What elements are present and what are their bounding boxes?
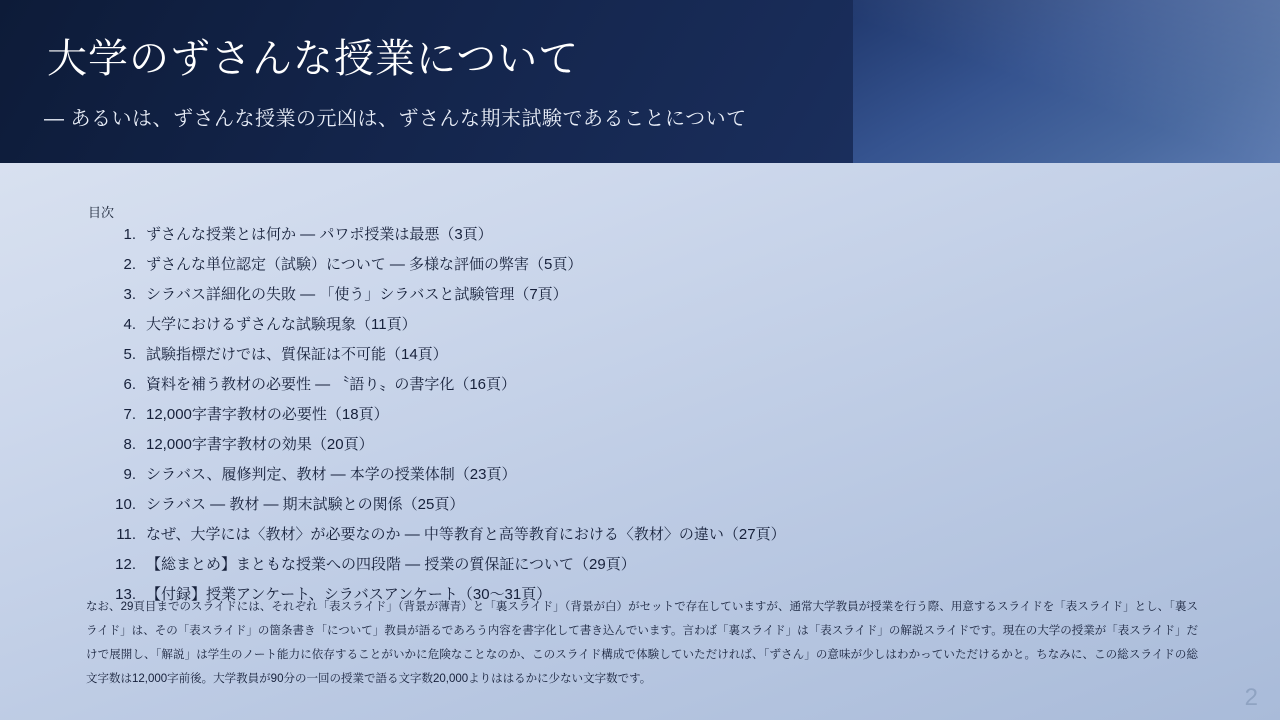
list-item [88,430,1208,460]
list-item [88,280,1208,310]
list-item [88,490,1208,520]
list-item [88,250,1208,280]
footnote-paragraph: なお、29頁目までのスライドには、それぞれ「表スライド」（背景が薄青）と「裏スライド」（背景が白）がセットで存在していますが、通常大学教員が授業を行う際、用意するスライドを「表スライド」とし、「裏スライド」は、その「表スライド」の箇条書き「について」教員が語るであろう内容を書字化して書き込んでいます。言わば「裏スライド」は「表スライド」の解説スライドです。現在の大学の授業が「表スライド」だけで展開し、「解説」は学生のノート能力に依存することがいかに危険なことなのか、このスライド構成で体験していただければ、「ずさん」の意味が少しはわかっていただけるかと。ちなみに、この総スライドの総文字数は12,000字前後。大学教員が90分の一回の授業で語る文字数20,000よりははるかに少ない文字数です。 [86,601,1199,685]
list-item [88,340,1208,370]
list-item-number: 8. [123,436,136,453]
list-item-label: 試験指標だけでは、質保証は不可能（14頁） [146,346,448,363]
list-item-label: 12,000字書字教材の必要性（18頁） [146,406,389,423]
list-item [88,220,1208,250]
list-item-label: ずさんな単位認定（試験）について ― 多様な評価の弊害（5頁） [146,256,583,273]
list-item-label: なぜ、大学には〈教材〉が必要なのか ― 中等教育と高等教育における〈教材〉の違い（27頁） [146,526,786,543]
list-item-label: シラバス、履修判定、教材 ― 本学の授業体制（23頁） [146,466,517,483]
list-item-label: 【総まとめ】まともな授業への四段階 ― 授業の質保証について（29頁） [146,556,636,573]
header-right-accent-panel [853,0,1280,163]
list-item-number: 3. [123,286,136,303]
footnote-text [86,595,1198,691]
list-item [88,370,1208,400]
list-item [88,310,1208,340]
slide-body [0,163,1280,720]
list-item-number: 13. [115,586,136,603]
list-item [88,400,1208,430]
list-item-label: ずさんな授業とは何か ― パワポ授業は最悪（3頁） [146,226,493,243]
list-item-number: 12. [115,556,136,573]
list-item-number: 9. [123,466,136,483]
toc-list [88,220,1208,610]
list-item-number: 5. [123,346,136,363]
list-item-number: 6. [123,376,136,393]
toc-heading: 目次 [88,205,115,220]
list-item [88,460,1208,490]
list-item-label: シラバス ― 教材 ― 期末試験との関係（25頁） [146,496,465,513]
list-item-number: 10. [115,496,136,513]
slide-header [0,0,1280,163]
list-item-label: シラバス詳細化の失敗 ― 「使う」シラバスと試験管理（7頁） [146,286,568,303]
list-item-number: 11. [116,526,136,543]
page-subtitle: ― あるいは、ずさんな授業の元凶は、ずさんな期末試験であることについて [44,108,747,130]
list-item-number: 2. [123,256,136,273]
list-item [88,520,1208,550]
list-item [88,550,1208,580]
list-item-label: 大学におけるずさんな試験現象（11頁） [146,316,417,333]
list-item-label: 12,000字書字教材の効果（20頁） [146,436,374,453]
list-item-label: 【付録】授業アンケート、シラバスアンケート（30〜31頁） [146,586,552,603]
list-item-number: 7. [123,406,136,423]
list-item-number: 4. [123,316,136,333]
list-item-number: 1. [123,226,136,243]
page-title: 大学のずさんな授業について [47,37,580,81]
list-item-label: 資料を補う教材の必要性 ― 〝語り〟の書字化（16頁） [146,376,517,393]
page-number: 2 [1244,684,1258,711]
